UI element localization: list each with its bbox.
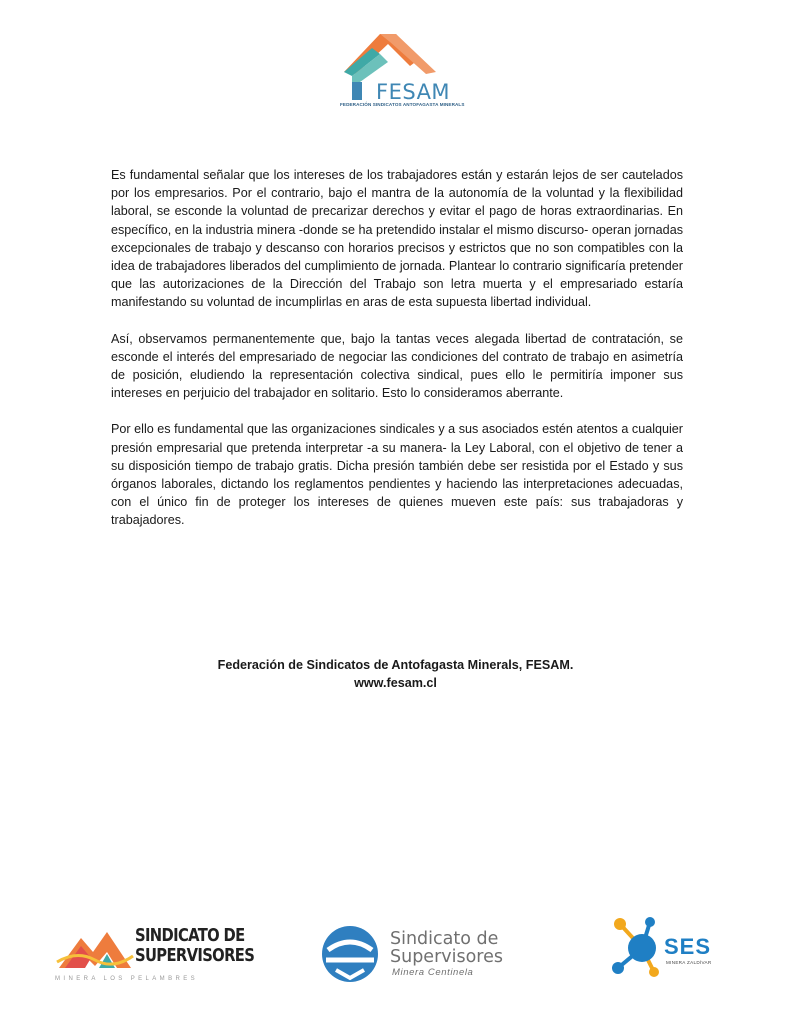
letter-body <box>111 166 683 548</box>
paragraph-2: Así, observamos permanentemente que, bajo la tantas veces alegada libertad de contratación, se esconde el interés del empresariado de negociar las condiciones del contrato de trabajo en asimetría de posición, eludiendo la representación colectiva sindical, pues ello le permitiría imponer sus intereses en perjuicio del trabajador en solitario. Esto lo consideramos aberrante. <box>111 331 683 401</box>
logo-ses-zaldivar <box>610 916 740 978</box>
logo1-subtitle: MINERA LOS PELAMBRES <box>55 976 199 982</box>
logo2-line1: Sindicato de <box>390 929 499 949</box>
signature-org: Federación de Sindicatos de Antofagasta Minerals, FESAM. <box>217 658 574 672</box>
fesam-logo-subtitle: FEDERACIÓN SINDICATOS ANTOFAGASTA MINERALS <box>340 102 465 107</box>
signature-block <box>0 656 791 692</box>
globe-icon <box>316 924 384 984</box>
logo3-title: SES <box>664 934 712 959</box>
molecule-icon <box>610 916 668 978</box>
logo1-line1: SINDICATO DE <box>135 925 245 946</box>
fesam-logo-text: FESAM <box>376 80 451 104</box>
logo-sindicato-centinela <box>316 924 516 984</box>
mountain-icon <box>55 924 135 974</box>
logo2-title <box>390 930 503 966</box>
logo2-line2: Supervisores <box>390 947 504 967</box>
logo-sindicato-pelambres <box>55 924 255 986</box>
paragraph-1: Es fundamental señalar que los intereses de los trabajadores están y estarán lejos de ser cautelados por los empresarios. Por el contrario, bajo el mantra de la autonomía de la voluntad y la flexibilidad laboral, se esconde la voluntad de precarizar derechos y evitar el pago de horas extraordinarias. En específico, en la industria minera -donde se ha pretendido instalar el mismo discurso- operan jornadas excepcionales de trabajo y descanso con horarios precisos y estrictos que no son compatibles con la idea de trabajadores liberados del cumplimiento de jornada. Plantear lo contrario significaría pretender que las autorizaciones de la Dirección del Trabajo son letra muerta y el empresariado estaría manifestando su voluntad de incumplirlas en aras de esta supuesta libertad individual. <box>111 168 683 310</box>
fesam-logo <box>330 28 465 112</box>
logo3-subtitle: MINERA ZALDÍVAR <box>666 960 712 965</box>
signature-website: www.fesam.cl <box>354 676 437 690</box>
logo1-line2: SUPERVISORES <box>135 945 255 966</box>
logo2-subtitle: Minera Centinela <box>392 967 474 978</box>
logo1-title <box>135 926 254 966</box>
paragraph-3: Por ello es fundamental que las organizaciones sindicales y a sus asociados estén atentos a cualquier presión empresarial que pretenda interpretar -a su manera- la Ley Laboral, con el objetivo de tener a su disposición tiempo de trabajo gratis. Dicha presión también debe ser resistida por el Estado y sus órganos laborales, dictando los reglamentos pendientes y haciendo las interpretaciones adecuadas, con el único fin de proteger los intereses de quienes mueven este país: sus trabajadoras y trabajadores. <box>111 422 683 528</box>
